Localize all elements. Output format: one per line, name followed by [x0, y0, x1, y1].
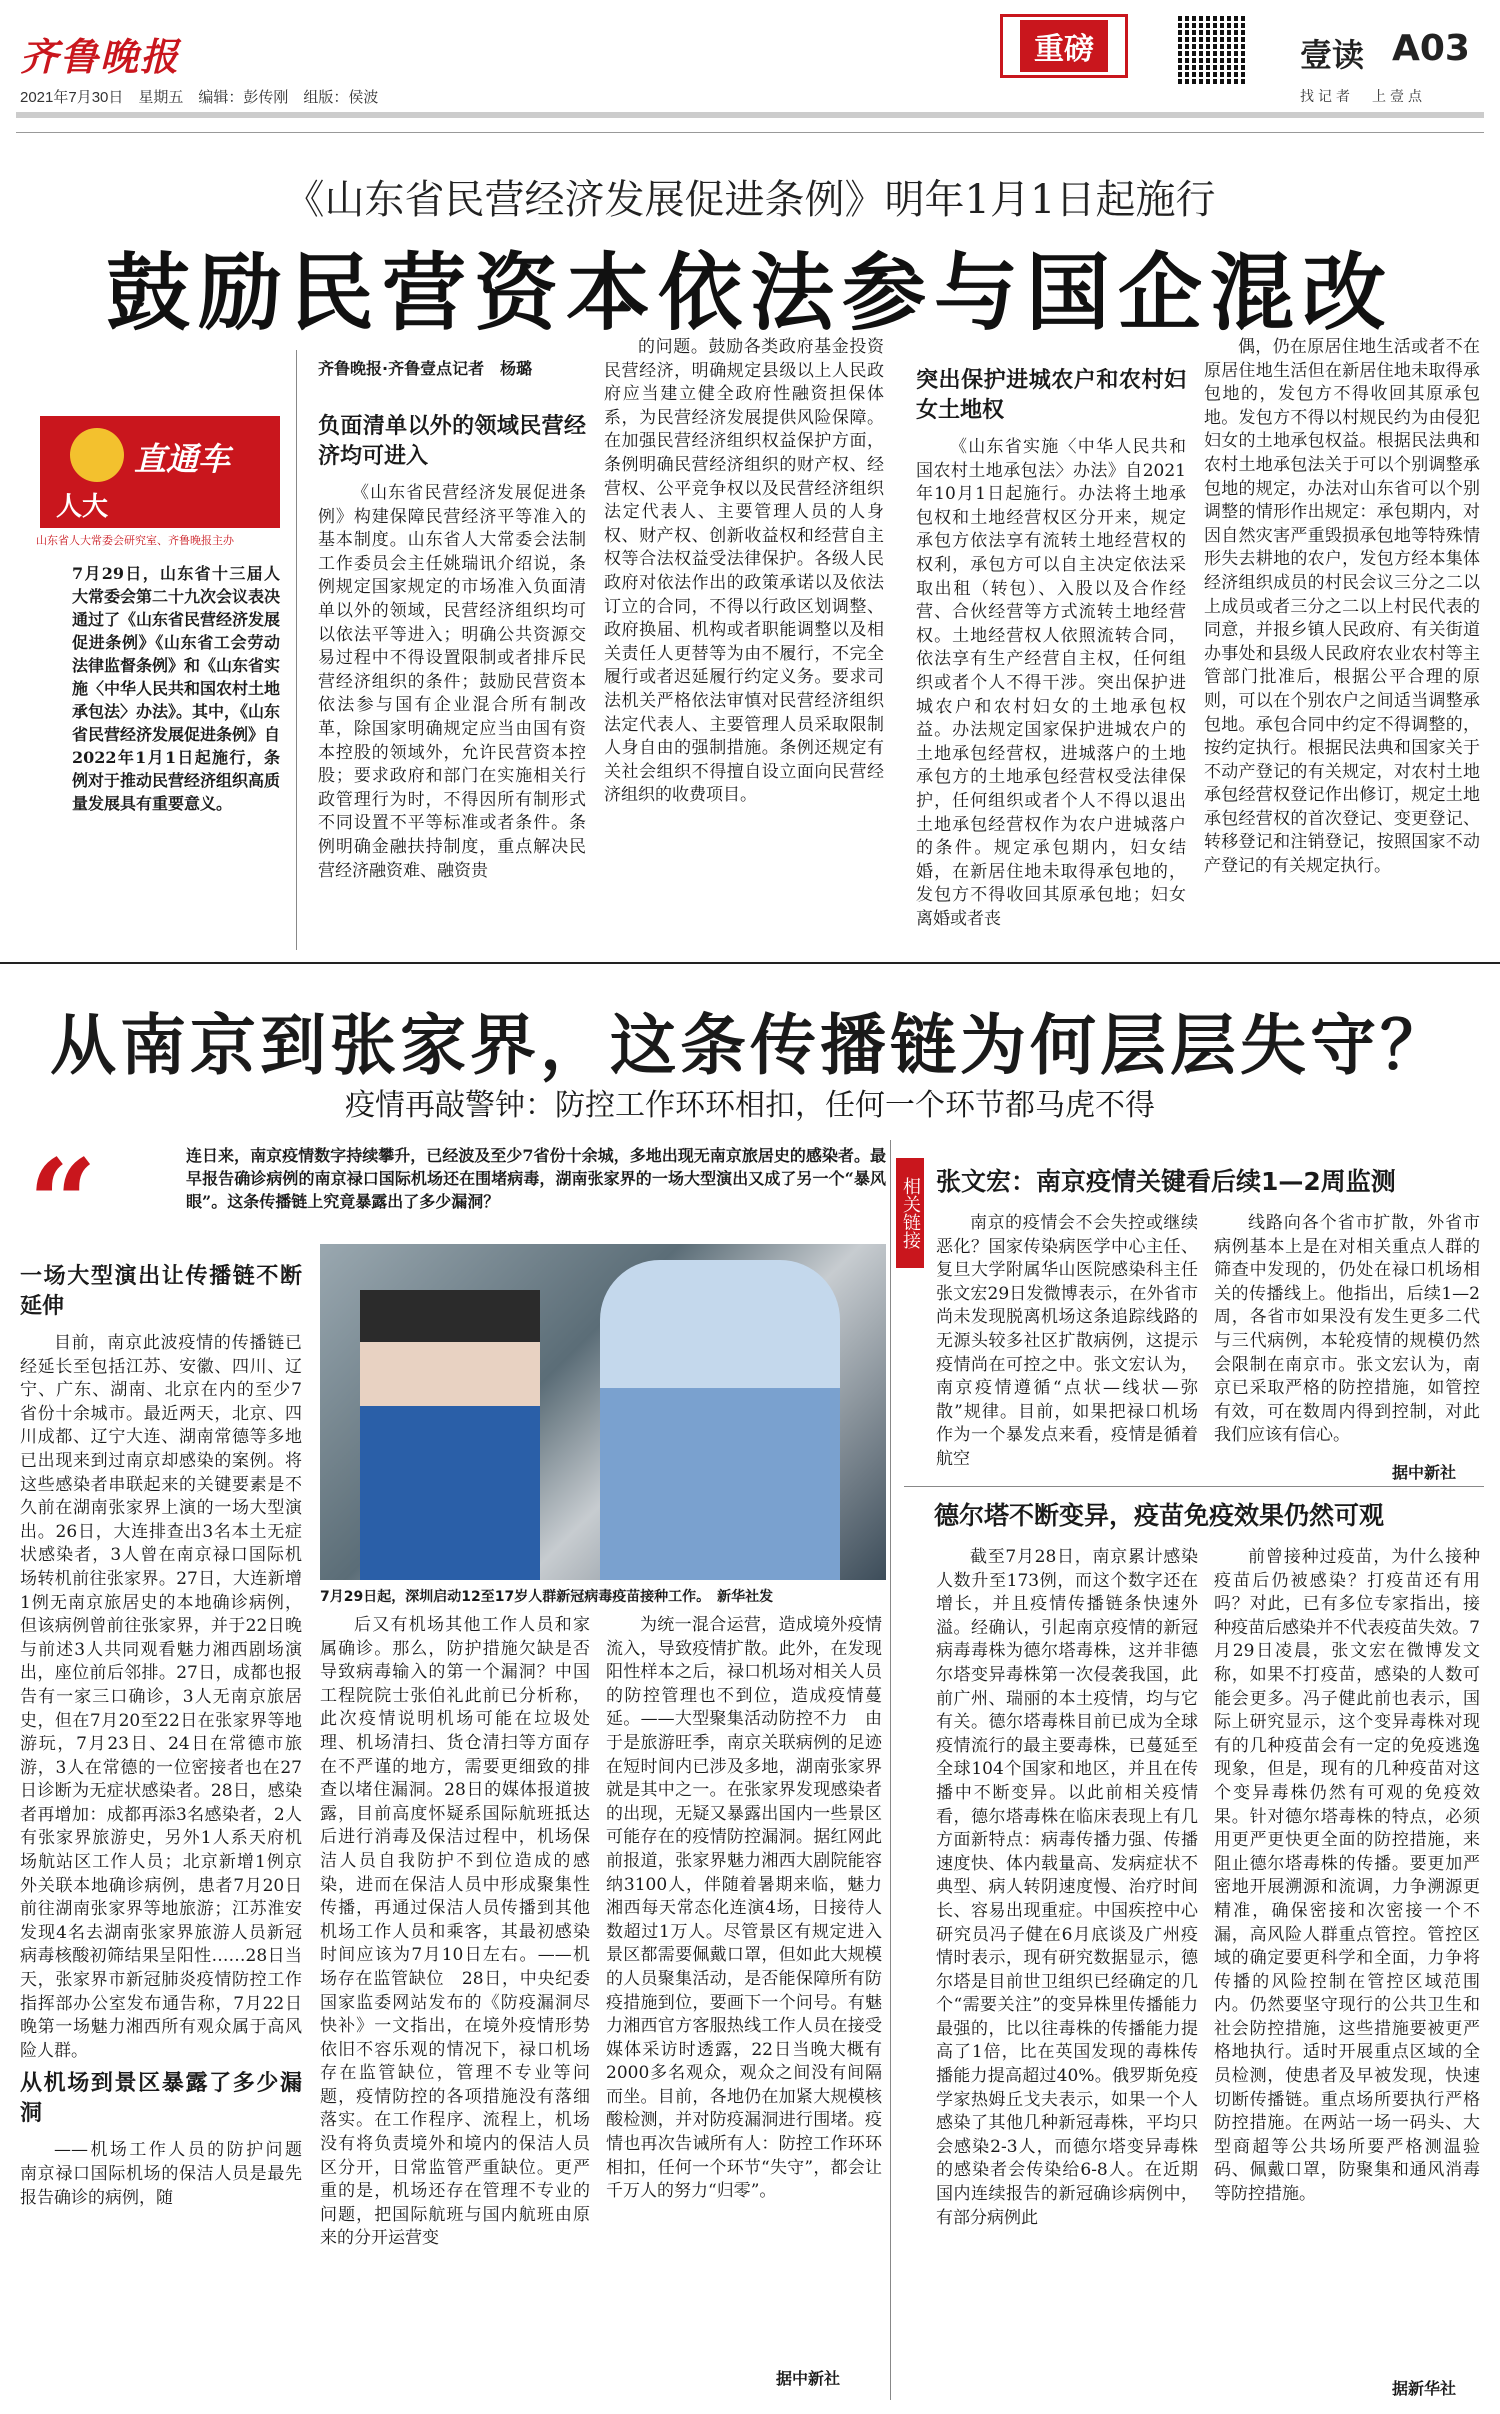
- article2-body-3: 为统一混合运营，造成境外疫情流入，导致疫情扩散。此外，在发现阳性样本之后，禄口机场对相关人员的防控管理也不到位，造成疫情蔓延。——大型聚集活动防控不力 由于是旅游旺季，南京关联病例的足迹在短时间内已涉及多地，湖南张家界就是其中之一。在张家界发现感染者的出现，无疑又暴露出国内一些景区可能存在的疫情防控漏洞。据红网此前报道，张家界魅力湘西大剧院能容纳3100人，伴随着暑期来临，魅力湘西每天常态化连演4场，日接待人数超过1万人。尽管景区有规定进入景区都需要佩戴口罩，但如此大规模的人员聚集活动，是否能保障所有防疫措施到位，要画下一个问号。有魅力湘西官方客服热线工作人员在接受媒体采访时透露，22日当晚大概有2000多名观众，观众之间没有间隔而坐。目前，各地仍在加紧大规模核酸检测，并对防疫漏洞进行围堵。疫情也再次告诫所有人：防控工作环环相扣，任何一个环节“失守”，都会让千万人的努力“归零”。: [606, 1615, 882, 2202]
- quote-mark-icon: “: [28, 1133, 98, 1274]
- photo-student-figure: [360, 1290, 540, 1580]
- dateline: 2021年7月30日 星期五 编辑：彭传刚 组版：侯波: [20, 89, 379, 106]
- column-logo-text2: 直通车: [134, 440, 231, 478]
- sidebar-body-2a: [936, 1546, 1198, 2382]
- article1-subhead-b: 突出保护进城农户和农村妇女土地权: [916, 368, 1186, 423]
- section-tag: [1000, 14, 1128, 78]
- article2-column-2: [320, 1614, 590, 2394]
- newspaper-logo: 齐鲁晚报: [20, 34, 181, 79]
- article1-body-3: 的问题。鼓励各类政府基金投资民营经济，明确规定县级以上人民政府应当建立健全政府性融资担保体系，为民营经济发展提供风险保障。在加强民营经济组织权益保护方面，条例明确民营经济组织的财产权、经营权、公平竞争权以及民营经济组织法定代表人、主要管理人员的人身权、财产权、创新收益权和经营自主权等合法权益受法律保护。各级人民政府对依法作出的政策承诺以及依法订立的合同，不得以行政区划调整、政府换届、机构或者职能调整以及相关责任人更替等为由不履行，不完全履行或者迟延履行约定义务。要求司法机关严格依法审慎对民营经济组织法定代表人、主要管理人员采取限制人身自由的强制措施。条例还规定有关社会组织不得擅自设立面向民营经济组织的收费项目。: [604, 337, 884, 806]
- article2-body-1: 目前，南京此波疫情的传播链已经延长至包括江苏、安徽、四川、辽宁、广东、湖南、北京在内的至少7省份十余城市。最近两天，北京、四川成都、辽宁大连、湖南常德等多地已出现来到过南京却感染的案例。将这些感染者串联起来的关键要素是不久前在湖南张家界上演的一场大型演出。26日，大连排查出3名本土无症状感染者，3人曾在南京禄口国际机场转机前往张家界。27日，大连新增1例无南京旅居史的本地确诊病例，但该病例曾前往张家界，并于22日晚与前述3人共同观看魅力湘西剧场演出，座位前后邻排。27日，成都也报告有一家三口确诊，3人无南京旅居史，但在7月20至22日在张家界等地游玩，7月23日、24日在常德市旅游，3人在常德的一位密接者也在27日诊断为无症状感染者。28日，感染者再增加：成都再添3名感染者，2人有张家界旅游史，另外1人系天府机场航站区工作人员；北京新增1例京外关联本地确诊病例，患者7月20日前往湖南张家界等地旅游；江苏淮安发现4名去湖南张家界旅游人员新冠病毒核酸初筛结果呈阳性……28日当天，张家界市新冠肺炎疫情防控工作指挥部办公室发布通告称，7月22日晚第一场魅力湘西所有观众属于高风险人群。: [20, 1333, 302, 2061]
- article1-subhead-a: 负面清单以外的领域民营经济均可进入: [318, 414, 586, 469]
- article1-subtitle: 《山东省民营经济发展促进条例》明年1月1日起施行: [284, 177, 1216, 223]
- photo-nurse-figure: [600, 1260, 840, 1580]
- section-separator: [0, 962, 1500, 964]
- sidebar-body-2a-text: 截至7月28日，南京累计感染人数升至173例，而这个数字还在增长，并且疫情传播链条快速外溢。经确认，引起南京疫情的新冠病毒毒株为德尔塔毒株，这并非德尔塔变异毒株第一次侵袭我国，此前广州、瑞丽的本土疫情，均与它有关。德尔塔毒株目前已成为全球疫情流行的最主要毒株，已蔓延至全球104个国家和地区，并且在传播中不断变异。以此前相关疫情看，德尔塔毒株在临床表现上有几方面新特点：病毒传播力强、传播速度快、体内载量高、发病症状不典型、病人转阴速度慢、治疗时间长、容易出现重症。中国疾控中心研究员冯子健在6月底谈及广州疫情时表示，现有研究数据显示，德尔塔是目前世卫组织已经确定的几个“需要关注”的变异株里传播能力最强的，比以往毒株的传播能力提高了1倍，比在英国发现的毒株传播能力提高超过40%。俄罗斯免疫学家热姆丘戈夫表示，如果一个人感染了其他几种新冠毒株，平均只会感染2-3人，而德尔塔变异毒株的感染者会传染给6-8人。在近期国内连续报告的新冠确诊病例中，有部分病例此: [936, 1547, 1198, 2228]
- sidebar-body-2b: [1214, 1546, 1480, 2372]
- header-slogan: 找记者 上壹点: [1300, 89, 1426, 105]
- photo-caption: 7月29日起，深圳启动12至17岁人群新冠病毒疫苗接种工作。 新华社发: [320, 1589, 774, 1605]
- header-rule-thin: [16, 132, 1484, 133]
- article2-subhead-a: 一场大型演出让传播链不断延伸: [20, 1264, 302, 1319]
- section-name: 壹读: [1300, 36, 1365, 74]
- sidebar-divider: [890, 1140, 891, 2400]
- column-divider: [296, 350, 297, 950]
- qr-code-pattern: [1178, 14, 1248, 84]
- related-link-tag: 相关链接: [896, 1158, 924, 1268]
- sidebar-body-2b-text: 前曾接种过疫苗，为什么接种疫苗后仍被感染？打疫苗还有用吗？对此，已有多位专家指出，接种疫苗后感染并不代表疫苗失效。7月29日凌晨，张文宏在微博发文称，如果不打疫苗，感染的人数可能会更多。冯子健此前也表示，国际上研究显示，这个变异毒株对现有的几种疫苗会有一定的免疫逃逸现象，但是，现有的几种疫苗对这个变异毒株仍然有可观的免疫效果。针对德尔塔毒株的特点，必须用更严更快更全面的防控措施，来阻止德尔塔毒株的传播。要更加严密地开展溯源和流调，力争溯源更精准，确保密接和次密接一个不漏，高风险人群重点管控。管控区域的确定要更科学和全面，力争将传播的风险控制在管控区域范围内。仍然要坚守现行的公共卫生和社会防控措施，这些措施要被更严格地执行。适时开展重点区域的全员检测，使患者及早被发现，快速切断传播链。重点场所要执行严格防控措施。在两站一场一码头、大型商超等公共场所要严格测温验码、佩戴口罩，防聚集和通风消毒等防控措施。: [1214, 1547, 1480, 2205]
- sidebar-headline-2: 德尔塔不断变异，疫苗免疫效果仍然可观: [934, 1501, 1385, 1530]
- sidebar-body-1a-text: 南京的疫情会不会失控或继续恶化？国家传染病医学中心主任、复旦大学附属华山医院感染科主任张文宏29日发微博表示，在外省市尚未发现脱离机场这条追踪线路的无源头较多社区扩散病例，这提示疫情尚在可控之中。张文宏认为，南京疫情遵循“点状—线状—弥散”规律。目前，如果把禄口机场作为一个暴发点来看，疫情是循着航空: [936, 1213, 1198, 1469]
- sidebar-body-1b: [1214, 1212, 1480, 1458]
- article1-byline: 齐鲁晚报·齐鲁壹点记者 杨璐: [318, 359, 533, 378]
- column-logo-text1: 人大: [56, 492, 109, 522]
- article1-column-4: [916, 360, 1186, 946]
- sidebar-separator: [904, 1486, 1484, 1487]
- article1-body-4: 《山东省实施〈中华人民共和国农村土地承包法〉办法》自2021年10月1日起施行。办法将土地承包权和土地经营权区分开来，规定承包方依法享有流转土地经营权的权利，承包方可以自主决定依法采取出租（转包）、入股以及合作经营、合伙经营等方式流转土地经营权。土地经营权人依照流转合同，依法享有生产经营自主权，任何组织或者个人不得干涉。突出保护进城农户和农村妇女的土地承包权益。办法规定国家保护进城农户的土地承包经营权，进城落户的土地承包方的土地承包经营权受法律保护，任何组织或者个人不得以退出土地承包经营权作为农户进城落户的条件。规定承包期内，妇女结婚，在新居住地未取得承包地的，发包方不得收回其原承包地；妇女离婚或者丧: [916, 437, 1186, 929]
- article2-source: 据中新社: [776, 2369, 841, 2388]
- article1-lead: 7月29日，山东省十三届人大常委会第二十九次会议表决通过了《山东省民营经济发展促进条例》《山东省工会劳动法律监督条例》和《山东省实施〈中华人民共和国农村土地承包法〉办法》。其中，《山东省民营经济发展促进条例》自2022年1月1日起施行，条例对于推动民营经济组织高质量发展具有重要意义。: [72, 564, 281, 813]
- page-number: A03: [1392, 28, 1470, 69]
- article2-title: 从南京到张家界，这条传播链为何层层失守？: [50, 1007, 1450, 1084]
- article2-body-1b: ——机场工作人员的防护问题 南京禄口国际机场的保洁人员是最先报告确诊的病例，随: [20, 2140, 319, 2208]
- sidebar-source-1: 据中新社: [1392, 1463, 1457, 1482]
- article1-body-5: 偶，仍在原居住地生活或者不在原居住地生活但在新居住地未取得承包地的，发包方不得收回其原承包地。发包方不得以村规民约为由侵犯妇女的土地承包权益。根据民法典和农村土地承包法关于可以个别调整承包地的规定，办法对山东省可以个别调整的情形作出规定：承包期内，对因自然灾害严重毁损承包地等特殊情形失去耕地的农户，发包方经本集体经济组织成员的村民会议三分之二以上成员或者三分之二以上村民代表的同意，并报乡镇人民政府、有关街道办事处和县级人民政府农业农村等主管部门批准后，根据公平合理的原则，可以在个别农户之间适当调整承包地。承包合同中约定不得调整的，按约定执行。根据民法典和国家关于不动产登记的有关规定，对农村土地承包经营权登记作出修订，规定土地承包经营权的首次登记、变更登记、转移登记和注销登记，按照国家不动产登记的有关规定执行。: [1204, 337, 1480, 877]
- article2-intro: 连日来，南京疫情数字持续攀升，已经波及至少7省份十余城，多地出现无南京旅居史的感染者。最早报告确诊病例的南京禄口国际机场还在围堵病毒，湖南张家界的一场大型演出又成了另一个“暴风眼”。这条传播链上究竟暴露出了多少漏洞？: [186, 1146, 886, 1211]
- article1-column-5: [1204, 336, 1480, 946]
- sidebar-source-2: 据新华社: [1392, 2379, 1457, 2398]
- emblem-icon: [70, 428, 124, 482]
- article2-subhead-b: 从机场到景区暴露了多少漏洞: [20, 2071, 302, 2127]
- article1-title: 鼓励民营资本依法参与国企混改: [105, 244, 1394, 342]
- sidebar-body-1b-text: 线路向各个省市扩散，外省市病例基本上是在对相关重点人群的筛查中发现的，仍处在禄口机场相关的传播线上。他指出，后续1—2周，各省市如果没有发生更多二代与三代病例，本轮疫情的规模仍然会限制在南京市。张文宏认为，南京已采取严格的防控措施，如管控有效，可在数周内得到控制，对此我们应该有信心。: [1214, 1213, 1480, 1446]
- sidebar-body-1a: [936, 1212, 1198, 1474]
- article2-column-1: [20, 1256, 319, 2396]
- article2-subtitle: 疫情再敲警钟：防控工作环环相扣，任何一个环节都马虎不得: [345, 1088, 1155, 1123]
- header-rule: [16, 112, 1484, 118]
- article1-column-3: [604, 336, 884, 946]
- sidebar-headline-1: 张文宏：南京疫情关键看后续1—2周监测: [936, 1167, 1396, 1196]
- article2-column-3: [606, 1614, 882, 2374]
- section-tag-label: 重磅: [1020, 20, 1108, 72]
- article2-body-2: 后又有机场其他工作人员和家属确诊。那么，防护措施欠缺是否导致病毒输入的第一个漏洞？中国工程院院士张伯礼此前已分析称，此次疫情说明机场可能在垃圾处理、机场清扫、货仓清扫等方面存在不严谨的地方，需要更细致的排查以堵住漏洞。28日的媒体报道披露，目前高度怀疑系国际航班抵达后进行消毒及保洁过程中，机场保洁人员自我防护不到位造成的感染，进而在保洁人员中形成聚集性传播，再通过保洁人员传播到其他机场工作人员和乘客，其最初感染时间应该为7月10日左右。——机场存在监管缺位 28日，中央纪委国家监委网站发布的《防疫漏洞尽快补》一文指出，在境外疫情形势依旧不容乐观的情况下，禄口机场存在监管缺位，管理不专业等问题，疫情防控的各项措施没有落细落实。在工作程序、流程上，机场没有将负责境外和境内的保洁人员区分开，日常监管严重缺位。更严重的是，机场还存在管理不专业的问题，把国际航班与国内航班由原来的分开运营变: [320, 1615, 590, 2249]
- article1-column-2: [318, 406, 586, 946]
- column-logo-caption: 山东省人大常委会研究室、齐鲁晚报主办: [36, 534, 234, 547]
- article1-body-2: 《山东省民营经济发展促进条例》构建保障民营经济平等准入的基本制度。山东省人大常委会法制工作委员会主任姚瑞讯介绍说，条例规定国家规定的市场准入负面清单以外的领域，民营经济组织均可以依法平等进入；明确公共资源交易过程中不得设置限制或者排斥民营经济组织的条件；鼓励民营资本依法参与国有企业混合所有制改革，除国家明确规定应当由国有资本控股的领域外，允许民营资本控股；要求政府和部门在实施相关行政管理行为时，不得因所有制形式不同设置不平等标准或者条件。条例明确金融扶持制度，重点解决民营经济融资难、融资贵: [318, 483, 586, 881]
